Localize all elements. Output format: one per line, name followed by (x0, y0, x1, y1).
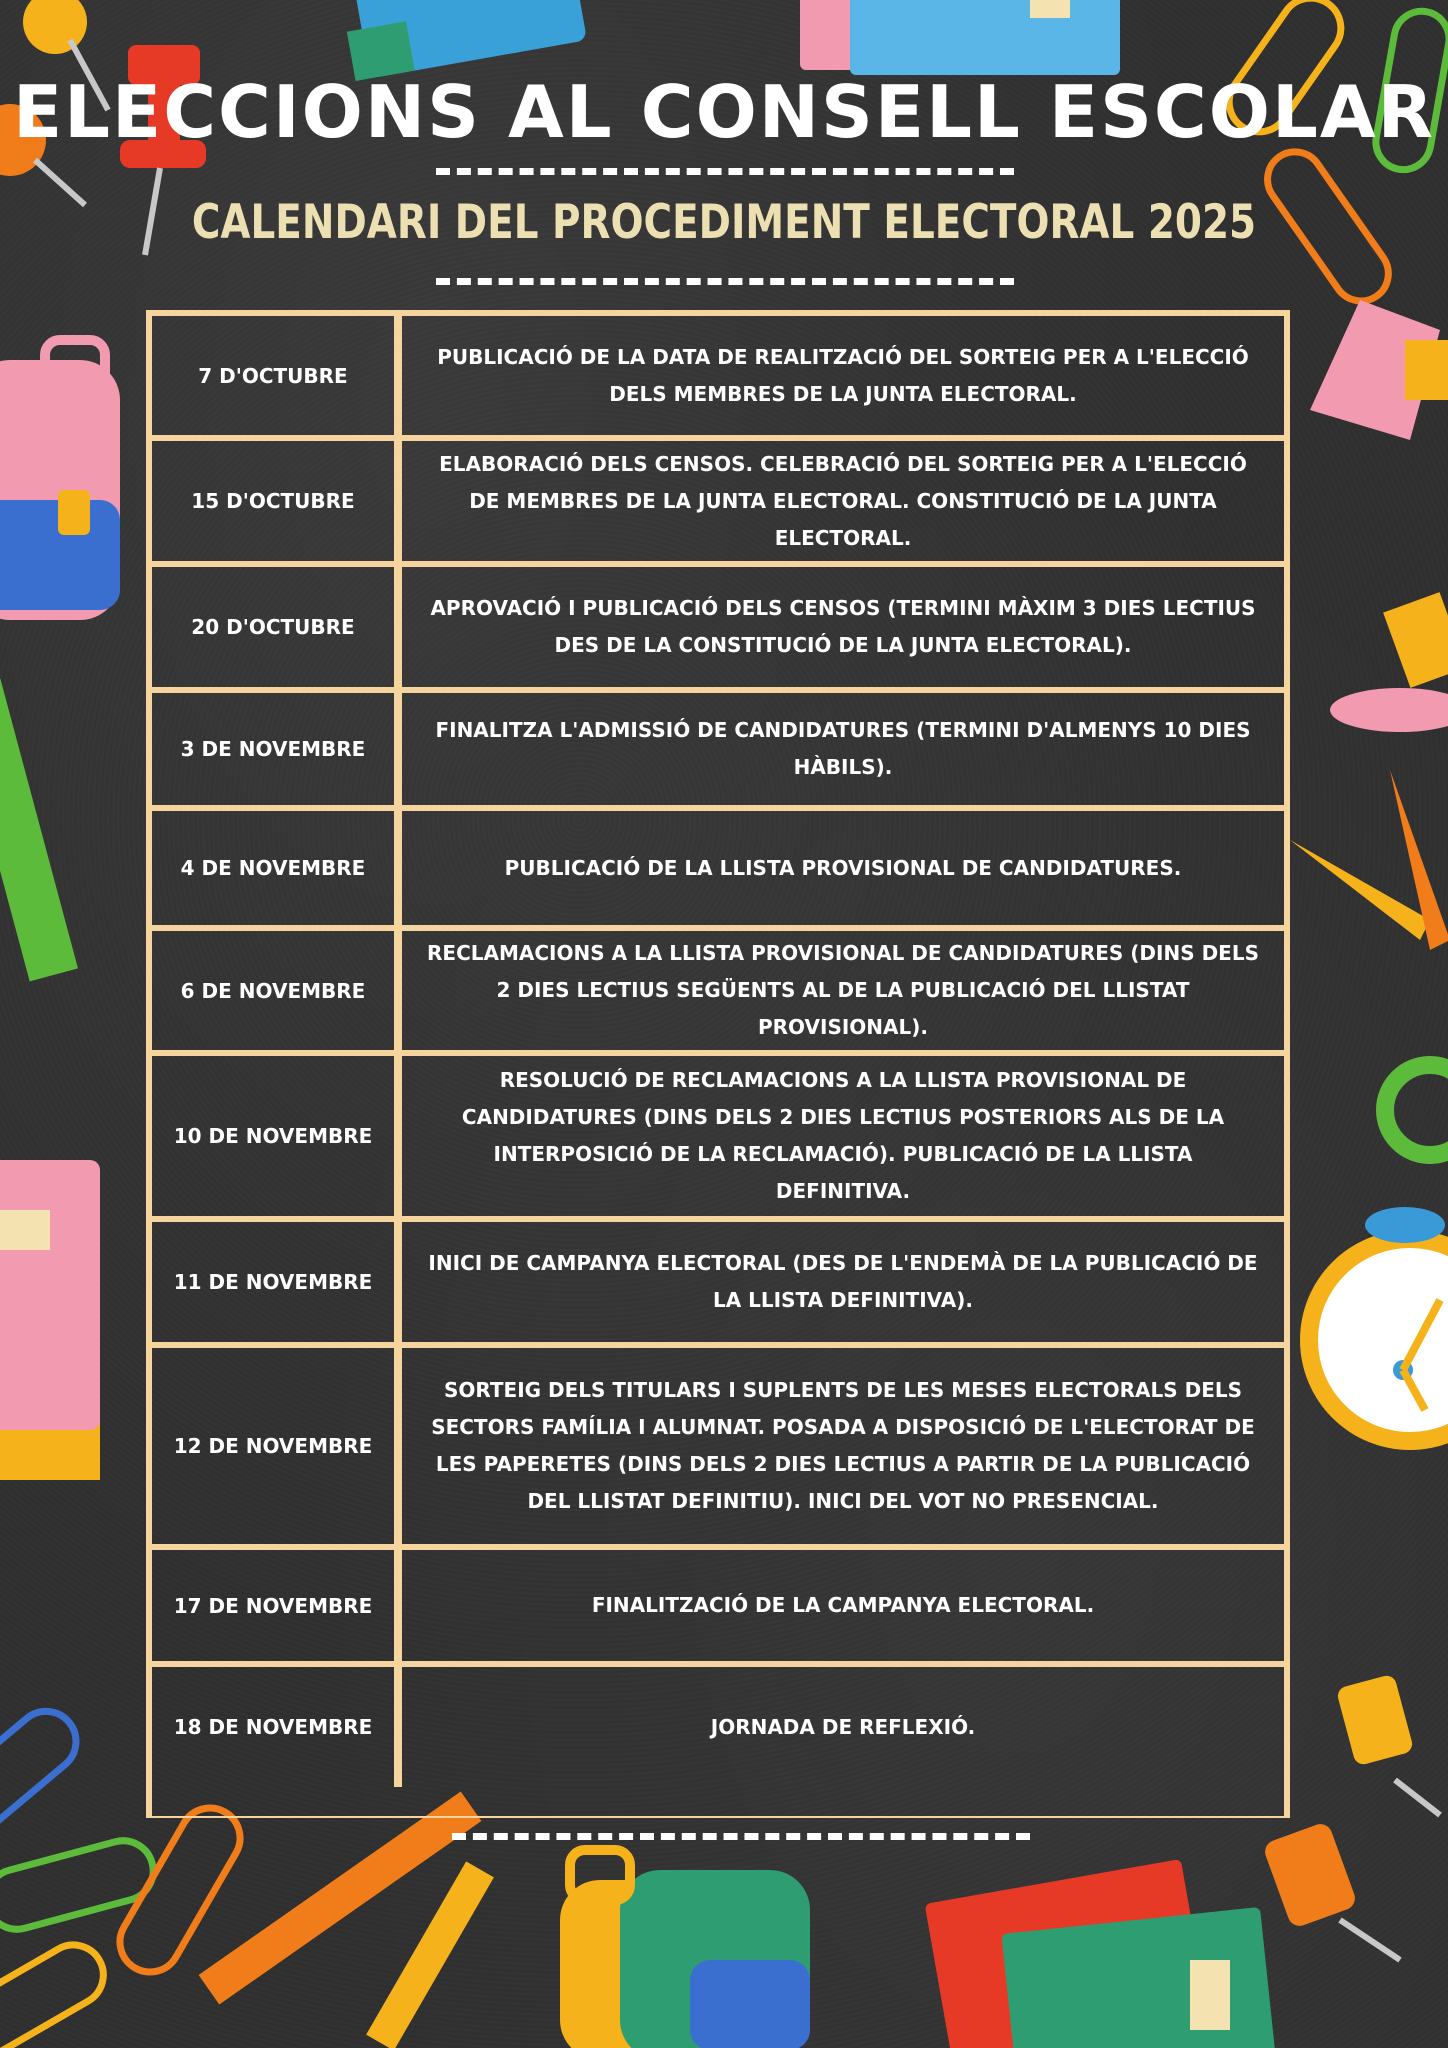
date-cell: 6 DE NOVEMBRE (152, 931, 402, 1050)
date-cell: 20 D'OCTUBRE (152, 567, 402, 687)
description-cell: APROVACIÓ I PUBLICACIÓ DELS CENSOS (TERMINI MÀXIM 3 DIES LECTIUS DES DE LA CONSTITUCIÓ DE LA JUNTA ELECTORAL). (430, 596, 1256, 657)
book-icon (347, 0, 587, 81)
backpack-icon (0, 340, 120, 620)
table-row (152, 1667, 1284, 1787)
paper-clip-icon (1217, 0, 1448, 312)
date-cell: 7 D'OCTUBRE (152, 316, 402, 435)
table-row (152, 1348, 1284, 1550)
book-icon (0, 1160, 100, 1480)
table-row (152, 567, 1284, 693)
table-row (152, 1222, 1284, 1348)
description-cell: INICI DE CAMPANYA ELECTORAL (DES DE L'ENDEMÀ DE LA PUBLICACIÓ DE LA LLISTA DEFINITIVA). (428, 1251, 1258, 1312)
notebook-icon (925, 1859, 1279, 2048)
table-row (152, 316, 1284, 441)
subtitle-divider (436, 278, 1014, 285)
date-cell: 12 DE NOVEMBRE (152, 1348, 402, 1544)
table-row (152, 693, 1284, 811)
date-cell: 10 DE NOVEMBRE (152, 1056, 402, 1216)
pencil-icon (199, 1791, 494, 2048)
pushpin-icon (1336, 1674, 1440, 1815)
description-cell: ELABORACIÓ DELS CENSOS. CELEBRACIÓ DEL SORTEIG PER A L'ELECCIÓ DE MEMBRES DE LA JUNTA ELECTORAL. CONSTITUCIÓ DE LA JUNTA ELECTORAL. (439, 451, 1247, 550)
description-cell: JORNADA DE REFLEXIÓ. (710, 1714, 976, 1739)
date-cell: 4 DE NOVEMBRE (152, 811, 402, 925)
date-cell: 11 DE NOVEMBRE (152, 1222, 402, 1342)
scissors-icon (1290, 770, 1448, 1155)
page-title: ELECCIONS AL CONSELL ESCOLAR (12, 70, 1436, 154)
table-row (152, 811, 1284, 931)
description-cell: PUBLICACIÓ DE LA LLISTA PROVISIONAL DE CANDIDATURES. (504, 855, 1182, 880)
book-icon (800, 0, 1120, 75)
ruler-icon (0, 679, 78, 982)
title-divider (436, 168, 1014, 175)
description-cell: PUBLICACIÓ DE LA DATA DE REALITZACIÓ DEL SORTEIG PER A L'ELECCIÓ DELS MEMBRES DE LA JUNTA ELECTORAL. (437, 344, 1249, 406)
page-subtitle: CALENDARI DEL PROCEDIMENT ELECTORAL 2025 (191, 195, 1257, 250)
table-row (152, 441, 1284, 567)
table-row (152, 1550, 1284, 1667)
bottom-divider (452, 1833, 1030, 1840)
calendar-table (146, 310, 1290, 1818)
date-cell: 17 DE NOVEMBRE (152, 1550, 402, 1661)
date-cell: 3 DE NOVEMBRE (152, 693, 402, 805)
description-cell: FINALITZA L'ADMISSIÓ DE CANDIDATURES (TERMINI D'ALMENYS 10 DIES HÀBILS). (435, 718, 1251, 779)
date-cell: 15 D'OCTUBRE (152, 441, 402, 561)
description-cell: RESOLUCIÓ DE RECLAMACIONS A LA LLISTA PROVISIONAL DE CANDIDATURES (DINS DELS 2 DIES LECTIUS POSTERIORS ALS DE LA INTERPOSICIÓ DE LA RECLAMACIÓ). PUBLICACIÓ DE LA LLISTA DEFINITIVA. (461, 1068, 1225, 1203)
description-cell: FINALITZACIÓ DE LA CAMPANYA ELECTORAL. (591, 1593, 1095, 1617)
table-row (152, 1056, 1284, 1222)
description-cell: RECLAMACIONS A LA LLISTA PROVISIONAL DE CANDIDATURES (DINS DELS 2 DIES LECTIUS SEGÜENTS AL DE LA PUBLICACIÓ DEL LLISTAT PROVISIONAL). (427, 941, 1259, 1039)
desk-lamp-icon (1310, 300, 1448, 732)
pushpin-icon (1262, 1821, 1400, 1960)
table-row (152, 931, 1284, 1056)
description-cell: SORTEIG DELS TITULARS I SUPLENTS DE LES MESES ELECTORALS DELS SECTORS FAMÍLIA I ALUMNAT. POSADA A DISPOSICIÓ DE L'ELECTORAT DE LES PAPERETES (DINS DELS 2 DIES LECTIUS A PARTIR DE LA PUBLICACIÓ DEL LLISTAT DEFINITIU). INICI DEL VOT NO PRESENCIAL. (431, 1378, 1255, 1513)
date-cell: 18 DE NOVEMBRE (152, 1667, 402, 1787)
alarm-clock-icon (1300, 1207, 1448, 1450)
backpack-icon (560, 1850, 810, 2048)
